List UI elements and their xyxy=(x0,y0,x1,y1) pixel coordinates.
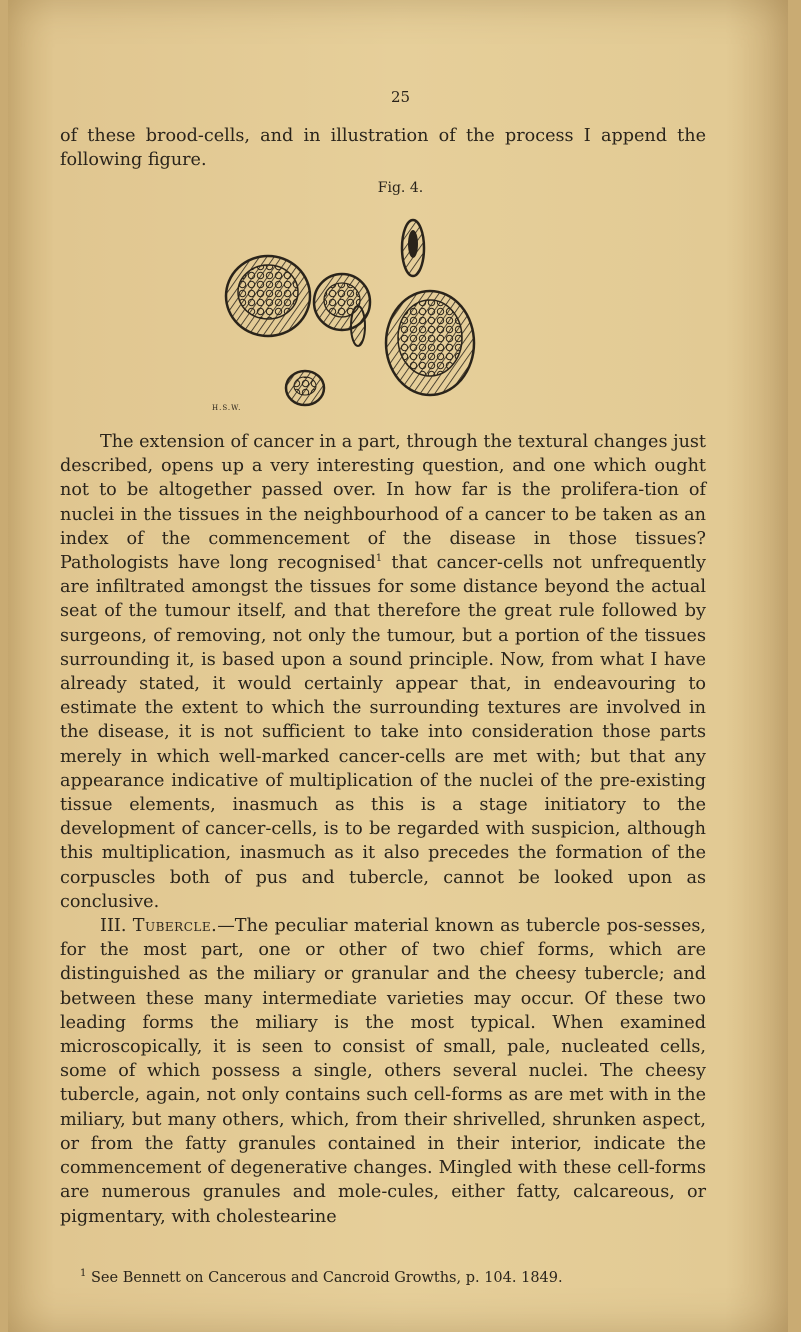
footnote-reference: 1 xyxy=(375,553,383,565)
figure-caption: Fig. 4. xyxy=(377,180,424,196)
section-heading: Tubercle. xyxy=(132,916,218,937)
paragraph-cancer-extension: The extension of cancer in a part, through the textural changes just described, opens up a very interesting question, and one which ought not to be altogether passed over. In how far is the prolifera-tion of nuclei in the tissues in the neighbourhood of a cancer to be taken as an index of the commencement of the disease in those tissues? Pathologists have long recognised$^1$ that cancer-cells not unfrequently are infiltrated amongst the tissues for some distance beyond the actual seat of the tumour itself, and that therefore the great rule followed by surgeons, of removing, not only the tumour, but a portion of the tissues surrounding it, is based upon a sound principle. Now, from what I have already stated, it would certainly appear that, in endeavouring to estimate the extent to which the surrounding textures are involved in the disease, it is not sufficient to take into consideration those parts merely in which well-marked cancer-cells are met with; but that any appearance indicative of multiplication of the nuclei of the pre-existing tissue elements, inasmuch as this is a stage initiatory to the development of cancer-cells, is to be regarded with suspicion, although this multiplication, inasmuch as it also precedes the formation of the corpuscles both of pus and tubercle, cannot be looked upon as conclusive. xyxy=(60,432,706,912)
cell-small-elongated xyxy=(351,306,365,346)
body-text xyxy=(60,430,706,1229)
brood-cell-large xyxy=(226,256,310,336)
footnote xyxy=(80,1269,740,1287)
footnote-marker: 1 xyxy=(80,1268,87,1280)
cell-narrow-top xyxy=(402,220,424,276)
page-number: 25 xyxy=(390,88,411,106)
brood-cell-right xyxy=(386,291,474,395)
intro-paragraph xyxy=(60,124,706,172)
footnote-text: See Bennett on Cancerous and Cancroid Growths, p. 104. 1849. xyxy=(90,1270,563,1286)
paragraph-tubercle: III. Tubercle.—The peculiar material known as tubercle pos-sesses, for the most part, one or other of two chief forms, which are distinguished as the miliary or granular and the cheesy tubercle; and between these many intermediate varieties may occur. Of these two leading forms the miliary is the most typical. When examined microscopically, it is seen to consist of small, pale, nucleated cells, some of which possess a single, others several nuclei. The cheesy tubercle, again, not only contains such cell-forms as are met with in the miliary, but many others, which, from their shrivelled, shrunken aspect, or from the fatty granules contained in their interior, indicate the commencement of degenerative changes. Mingled with these cell-forms are numerous granules and mole-cules, either fatty, calcareous, or pigmentary, with cholestearine xyxy=(60,916,706,1227)
intro-text: of these brood-cells, and in illustration of the process I append the following figure. xyxy=(60,126,706,171)
cell-illustration xyxy=(220,208,520,423)
engraver-mark: H.S.W. xyxy=(212,404,242,412)
cell-small-lower xyxy=(286,371,324,405)
section-numeral: III. xyxy=(100,916,127,937)
